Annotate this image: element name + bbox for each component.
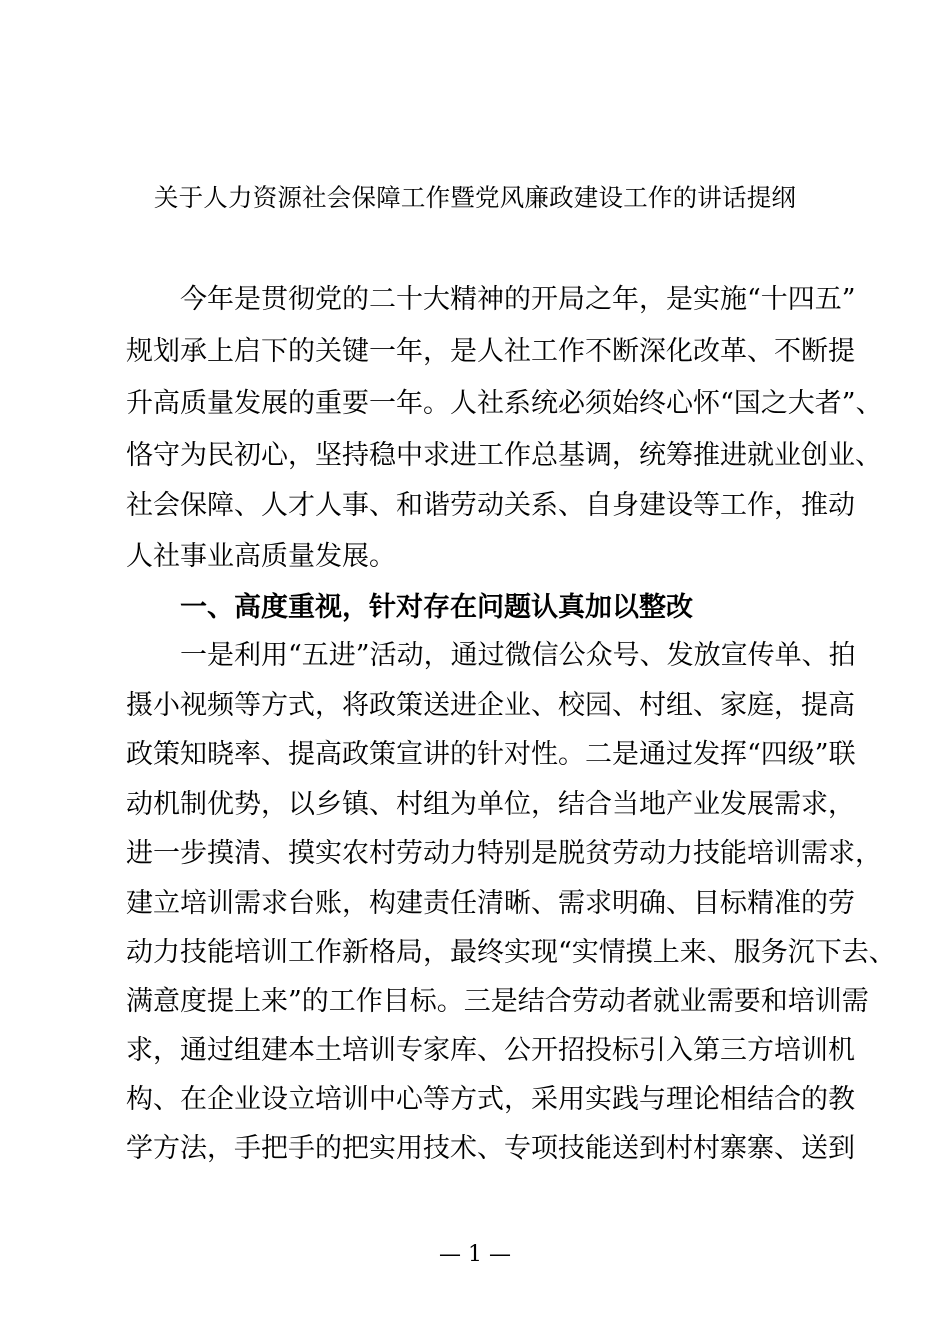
body-line-6: 人社事业高质量发展。 <box>126 541 396 572</box>
body-line-12: 进一步摸清、摸实农村劳动力特别是脱贫劳动力技能培训需求， <box>126 838 882 869</box>
body-line-8: 一是利用“五进”活动，通过微信公众号、发放宣传单、拍 <box>180 640 856 671</box>
document-title: 关于人力资源社会保障工作暨党风廉政建设工作的讲话提纲 <box>153 183 797 212</box>
page-number: — 1 — <box>439 1242 511 1267</box>
body-line-4: 恪守为民初心，坚持稳中求进工作总基调，统筹推进就业创业、 <box>126 440 882 471</box>
body-line-15: 满意度提上来”的工作目标。三是结合劳动者就业需要和培训需 <box>126 986 869 1017</box>
body-line-16: 求，通过组建本土培训专家库、公开招投标引入第三方培训机 <box>126 1035 855 1066</box>
body-line-10: 政策知晓率、提高政策宣讲的针对性。二是通过发挥“四级”联 <box>126 739 856 770</box>
section-heading-1: 一、高度重视，针对存在问题认真加以整改 <box>180 592 693 623</box>
body-line-3: 升高质量发展的重要一年。人社系统必须始终心怀“国之大者”、 <box>126 388 883 419</box>
body-line-9: 摄小视频等方式，将政策送进企业、校园、村组、家庭，提高 <box>126 690 855 721</box>
body-line-13: 建立培训需求台账，构建责任清晰、需求明确、目标精准的劳 <box>126 888 855 919</box>
body-line-14: 动力技能培训工作新格局，最终实现“实情摸上来、服务沉下去、 <box>126 937 896 968</box>
body-line-18: 学方法，手把手的把实用技术、专项技能送到村村寨寨、送到 <box>126 1133 855 1164</box>
body-line-17: 构、在企业设立培训中心等方式，采用实践与理论相结合的教 <box>126 1084 855 1115</box>
body-line-11: 动机制优势，以乡镇、村组为单位，结合当地产业发展需求， <box>126 789 855 820</box>
body-line-5: 社会保障、人才人事、和谐劳动关系、自身建设等工作，推动 <box>126 490 855 521</box>
body-line-1: 今年是贯彻党的二十大精神的开局之年，是实施“十四五” <box>180 284 856 315</box>
body-line-2: 规划承上启下的关键一年，是人社工作不断深化改革、不断提 <box>126 336 855 367</box>
